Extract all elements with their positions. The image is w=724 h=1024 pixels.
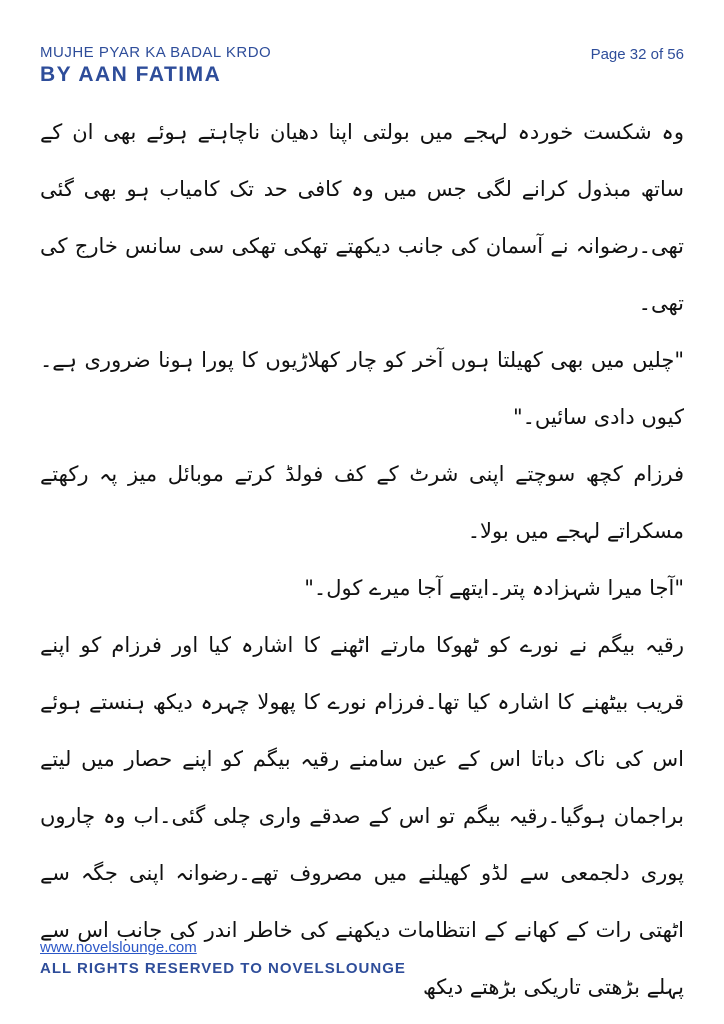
paragraph: "آجا میرا شہزادہ پتر۔ایتھے آجا میرے کول۔" (304, 576, 684, 600)
paragraph: وہ شکست خوردہ لہجے میں بولتی اپنا دھیان ناچاہتے ہوئے بھی ان کے ساتھ مبذول کرانے لگی جس میں وہ کافی حد تک کامیاب ہو بھی گئی تھی۔رضوانہ نے آسمان کی جانب دیکھتے تھکی تھکی سی سانس خارج کی تھی۔ (40, 120, 684, 315)
story-text (40, 104, 684, 1016)
rights-notice: ALL RIGHTS RESERVED TO NOVELSLOUNGE (40, 960, 406, 977)
paragraph: رقیہ بیگم نے نورے کو ٹھوکا مارتے اٹھنے کا اشارہ کیا اور فرزام کو اپنے قریب بیٹھنے کا اشارہ کیا تھا۔فرزام نورے کا پھولا چہرہ دیکھ ہنستے ہوئے اس کی ناک دباتا اس کے عین سامنے رقیہ بیگم کو اپنے حصار میں لیتے براجمان ہوگیا۔رقیہ بیگم تو اس کے صدقے واری چلی گئی۔اب وہ چاروں پوری دلجمعی سے لڈو کھیلنے میں مصروف تھے۔رضوانہ اپنی جگہ سے اٹھتی رات کے کھانے کے انتظامات دیکھنے کی خاطر اندر کی جانب اس سے پہلے بڑھتی تاریکی بڑھتے دیکھ (40, 633, 684, 999)
page-header (40, 44, 271, 88)
website-link[interactable]: www.novelslounge.com (40, 939, 197, 956)
page-number: Page 32 of 56 (590, 46, 684, 63)
paragraph: فرزام کچھ سوچتے اپنی شرٹ کے کف فولڈ کرتے موبائل میز پہ رکھتے مسکراتے لہجے میں بولا۔ (40, 462, 684, 543)
book-title: MUJHE PYAR KA BADAL KRDO (40, 44, 272, 61)
page-footer (40, 938, 406, 980)
paragraph: "چلیں میں بھی کھیلتا ہوں آخر کو چار کھلاڑیوں کا پورا ہونا ضروری ہے۔کیوں دادی سائیں۔" (40, 348, 684, 429)
book-author: BY AAN FATIMA (40, 63, 222, 86)
